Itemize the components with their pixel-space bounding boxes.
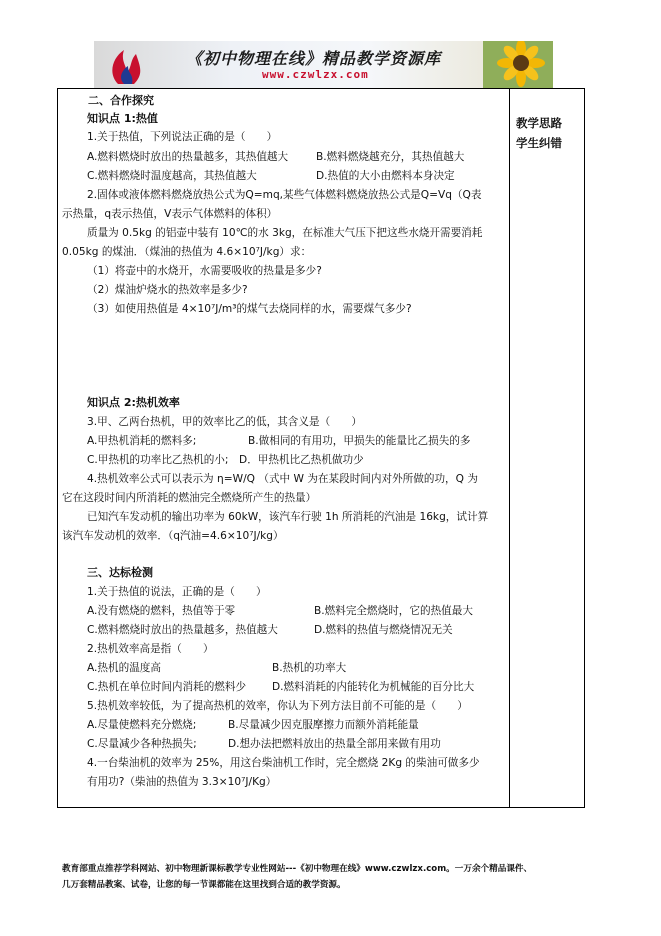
option-b: B.燃料燃烧越充分，其热值越大	[316, 151, 465, 163]
flame-logo-icon	[104, 44, 156, 86]
sub-question: （2）煤油炉烧水的热效率是多少?	[87, 284, 248, 296]
banner-url[interactable]: www.czwlzx.com	[262, 68, 369, 81]
question-stem: 5.热机效率较低，为了提高热机的效率，你认为下列方法目前不可能的是（ ）	[87, 700, 468, 712]
option-d: D.想办法把燃料放出的热量全部用来做有用功	[228, 738, 441, 750]
side-column	[516, 113, 582, 153]
knowledge-point-title: 知识点 2:热机效率	[87, 396, 180, 409]
question-stem: 3.甲、乙两台热机，甲的效率比乙的低，其含义是（ ）	[87, 416, 362, 428]
option-a: A.没有燃烧的燃料，热值等于零	[87, 605, 236, 617]
question-line: 已知汽车发动机的输出功率为 60kW，该汽车行驶 1h 所消耗的汽油是 16kg，试计算	[87, 511, 489, 523]
question-line: 有用功?（柴油的热值为 3.3×10⁷J/Kg）	[87, 776, 277, 788]
option-a: A.尽量使燃料充分燃烧;	[87, 719, 197, 731]
question-line: 0.05kg 的煤油．（煤油的热值为 4.6×10⁷J/kg）求：	[62, 246, 312, 258]
footer-line: 教育部重点推荐学科网站、初中物理新课标教学专业性网站---《初中物理在线》www.czwlzx.com。一万余个精品课件、	[62, 864, 533, 874]
question-line: 它在这段时间内所消耗的燃油完全燃烧所产生的热量）	[62, 492, 317, 504]
sunflower-icon	[483, 41, 553, 88]
question-line: 4.一台柴油机的效率为 25%，用这台柴油机工作时，完全燃烧 2Kg 的柴油可做多少	[87, 757, 480, 769]
sub-question: （3）如使用热值是 4×10⁷J/m³的煤气去烧同样的水，需要煤气多少?	[87, 303, 412, 315]
option-cd: C.甲热机的功率比乙热机的小; D．甲热机比乙热机做功少	[87, 454, 364, 466]
section-heading: 三、达标检测	[87, 566, 153, 579]
question-stem: 1.关于热值的说法，正确的是（ ）	[87, 586, 267, 598]
side-label-teaching: 教学思路	[516, 116, 562, 130]
option-d: D.燃料消耗的内能转化为机械能的百分比大	[272, 681, 475, 693]
footer-line: 几万套精品教案、试卷，让您的每一节课都能在这里找到合适的教学资源。	[62, 880, 346, 890]
header-banner	[94, 41, 553, 88]
option-d: D.燃料的热值与燃烧情况无关	[314, 624, 453, 636]
option-b: B.燃料完全燃烧时，它的热值最大	[314, 605, 473, 617]
option-c: C.热机在单位时间内消耗的燃料少	[87, 681, 247, 693]
option-a: A.甲热机消耗的燃料多;	[87, 435, 197, 447]
page-footer	[62, 861, 532, 893]
option-b: B.尽量减少因克服摩擦力而额外消耗能量	[228, 719, 419, 731]
option-a: A.燃料燃烧时放出的热量越多，其热值越大	[87, 151, 289, 163]
lesson-table	[57, 88, 585, 808]
question-line: 2.固体或液体燃料燃烧放热公式为Q=mq,某些气体燃料燃烧放热公式是Q=Vq（Q表	[87, 189, 482, 201]
question-line: 示热量，q表示热值，V表示气体燃料的体积）	[62, 208, 278, 220]
option-b: B.热机的功率大	[272, 662, 347, 674]
question-line: 质量为 0.5kg 的铝壶中装有 10℃的水 3kg，在标准大气压下把这些水烧开需要消耗	[87, 227, 483, 239]
question-stem: 1.关于热值，下列说法正确的是（ ）	[87, 131, 278, 143]
banner-title: 《初中物理在线》精品教学资源库	[186, 49, 442, 68]
question-stem: 2.热机效率高是指（ ）	[87, 643, 214, 655]
section-heading: 二、合作探究	[88, 94, 154, 107]
knowledge-point-title: 知识点 1:热值	[87, 112, 158, 125]
column-divider	[509, 89, 510, 807]
sub-question: （1）将壶中的水烧开，水需要吸收的热量是多少?	[87, 265, 322, 277]
option-a: A.热机的温度高	[87, 662, 161, 674]
question-line: 4.热机效率公式可以表示为 η=W/Q （式中 W 为在某段时间内对外所做的功，Q 为	[87, 473, 478, 485]
side-label-correction: 学生纠错	[516, 136, 562, 150]
question-line: 该汽车发动机的效率．（q汽油=4.6×10⁷J/kg）	[62, 530, 284, 542]
option-d: D.热值的大小由燃料本身决定	[316, 170, 455, 182]
option-b: B.做相同的有用功，甲损失的能量比乙损失的多	[248, 435, 471, 447]
option-c: C.尽量减少各种热损失;	[87, 738, 197, 750]
option-c: C.燃料燃烧时温度越高，其热值越大	[87, 170, 257, 182]
option-c: C.燃料燃烧时放出的热量越多，热值越大	[87, 624, 278, 636]
